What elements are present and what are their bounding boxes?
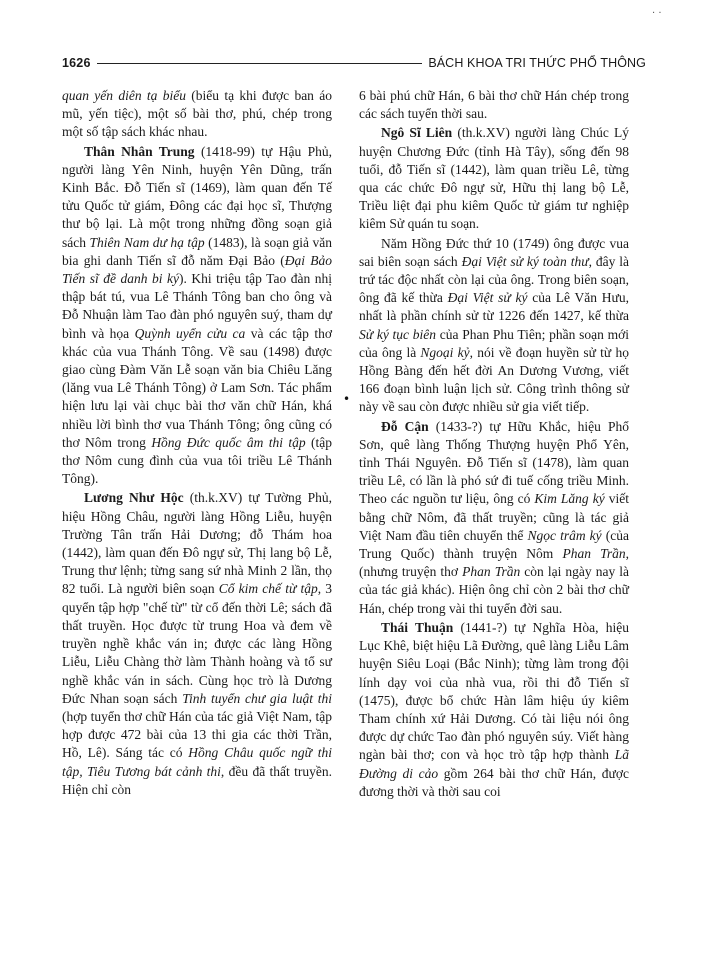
text-run: còn lại ngày nay là của tác giả khác). Hiện ông chỉ còn 2 bài thơ chữ Hán, chép trong vài thi tuyển đời sau. [359,564,629,616]
paragraph-continuation [62,87,332,142]
text-run: , (nhưng truyện thơ [359,546,629,580]
work-title: Phan Trần [562,546,626,562]
entry-name: Ngô Sĩ Liên [381,125,453,141]
work-title: Đại Bảo Tiến sĩ đề danh bi ký [62,252,332,287]
paragraph-continuation [359,87,629,123]
work-title: Đại Việt sử ký toàn thư [461,253,589,269]
work-title: Ngọc trâm ký [527,527,602,543]
work-title: Sử ký tục biên [359,326,437,342]
running-title: BÁCH KHOA TRI THỨC PHỔ THÔNG [428,56,646,70]
text-run: ). Khi triệu tập Tao đàn nhị thập bát tú, vua Lê Thánh Tông ban cho ông và Đỗ Nhuận làm Tao đàn phó nguyên suý, tham dự bình và họa [62,271,332,341]
text-run: (tập thơ Nôm cung đình của vua tôi triều Lê Thánh Tông). [62,434,332,487]
text-run: viết bằng chữ Nôm, đã thất truyền; cũng là tác giả Việt Nam đầu tiên chuyển thể [359,491,629,543]
text-run: Năm Hồng Đức thứ 10 (1749) ông được vua sai biên soạn sách [359,235,629,269]
page-number: 1626 [62,56,91,70]
entry-name: Thái Thuận [381,619,454,635]
work-title: Cổ kim chế từ tập [218,581,318,597]
entry-thai-thuan [359,619,629,801]
work-title: Hồng Đức quốc âm thi tập [151,434,306,450]
work-title: Hồng Châu quốc ngữ thi tập, Tiêu Tương bát cảnh thi [62,745,332,779]
margin-bullet: • [343,392,351,406]
text-run: (của Trung Quốc) thành truyện Nôm [359,527,630,562]
text-run: của Phan Phu Tiên; phần soạn mới của ông là [359,326,629,360]
entry-ngo-si-lien [359,124,629,233]
work-title: Lã Đường di cảo [359,747,629,781]
work-title: Kim Lăng ký [534,491,605,507]
text-run: , đều đã thất truyền. Hiện chỉ còn [62,763,333,797]
paragraph-dai-viet-su-ky [359,235,629,417]
work-title: Đại Việt sử ký [447,290,528,306]
work-title: Ngoại kỷ [420,344,470,360]
entry-luong-nhu-hoc [62,489,332,798]
text-run: , 3 quyển tập hợp "chế từ" từ cổ đến thời Lê; sách đã thất truyền. Học được từ trung Hoa và đem về truyền nghề khắc ván in; được các làng Hồng Liễu, Liễu Chàng thờ làm Thành hoàng và tổ sư nghề khắc ván in sách. Cùng học trò là Dương Đức Nhan soạn sách [62,581,332,706]
text-run: và các tập thơ khác của vua Thánh Tông. Về sau (1498) được giao cùng Đàm Văn Lễ soạn văn bia Chiêu Lăng (lăng vua Lê Thánh Tông) ở Lam Sơn. Tác phẩm hiện lưu lại vài chục bài thơ văn chữ Hán, khá nhiều lời bình thơ vua Thánh Tông; ông cũng có thơ Nôm trong [62,325,332,450]
header-rule [97,63,423,64]
work-title: quan yến diên tạ biểu [62,88,186,103]
page-header [62,55,646,71]
work-title: Phan Trần [462,564,521,580]
work-title: Thiên Nam dư hạ tập [89,234,205,250]
text-run: (biểu tạ khi được ban áo mũ, yến tiệc), một số bài thơ, phú, chép trong một số tập sách khác nhau. [62,88,332,140]
entry-name: Lương Như Hộc [84,490,184,506]
text-run: (1418-99) tự Hậu Phủ, người làng Yên Ninh, huyện Yên Dũng, trấn Kinh Bắc. Đỗ Tiến sĩ (1469), làm quan đến Tế tửu Quốc tử giám, Đông các đại học sĩ, Thượng thư bộ lại. Là một trong những đồng soạn giả sách [62,143,332,250]
text-run: (th.k.XV) tự Tường Phủ, hiệu Hồng Châu, người làng Hồng Liễu, huyện Trường Tân trấn Hải Dương; đỗ Thám hoa (1442), làm quan đến Đô ngự sử, Thị lang bộ Lễ, Trung thư lệnh; từng sang sứ nhà Minh 2 lần, thọ 82 tuổi. Là người biên soạn [62,490,332,597]
left-column [62,87,332,799]
text-run: gồm 264 bài thơ chữ Hán, được đương thời và thời sau coi [359,765,629,799]
entry-than-nhan-trung [62,143,332,489]
text-run: (hợp tuyển thơ chữ Hán của tác giả Việt Nam, tập hợp được 472 bài của 13 thi gia các thời Trần, Hồ, Lê). Sáng tác có [62,708,332,761]
text-run: , đây là trứ tác độc nhất còn lại của ông. Trong biên soạn, ông đã kế thừa [359,253,629,306]
text-run: 6 bài phú chữ Hán, 6 bài thơ chữ Hán chép trong các sách tuyển thời sau. [359,88,629,122]
entry-name: Đỗ Cận [381,418,429,434]
work-title: Tinh tuyển chư gia luật thi [182,690,332,706]
text-run: (th.k.XV) người làng Chúc Lý huyện Chương Đức (tỉnh Hà Tây), sống đến 98 tuổi, đỗ Tiến sĩ (1442), làm quan triều Lê, từng qua các chức Đô ngự sử, Hữu thị lang bộ Lễ, Triều liệt đại phu kiêm Quốc tử giám tư nghiệp kiêm Sử quán tu soạn. [359,125,629,232]
work-title: Quỳnh uyển cửu ca [134,325,246,341]
entry-name: Thân Nhân Trung [84,143,195,159]
text-run: (1433-?) tự Hữu Khắc, hiệu Phổ Sơn, quê làng Thống Thượng huyện Phổ Yên, tỉnh Thái Nguyên. Đỗ Tiến sĩ (1478), làm quan triều Lê, có lần là phó sứ đi tuế cống triều Minh. Theo các nguồn tư liệu, ông có [359,418,629,507]
text-run: (1483), là soạn giả văn bia ghi danh Tiến sĩ đỗ năm Đại Bảo ( [62,234,332,268]
text-run: , nói về đoạn huyền sử từ họ Hồng Bàng đến hết đời An Dương Vương, viết 166 đoạn bình luận lịch sử. Công trình thông sử này về sau còn được nhiều sử gia viết tiếp. [359,344,629,415]
right-column [359,87,629,801]
text-run: (1441-?) tự Nghĩa Hòa, hiệu Lục Khê, biệt hiệu Lã Đường, quê làng Liễu Lâm huyện Siêu Loại (Bắc Ninh); từng làm trong đội lính dạy voi của nhà vua, rồi thi đỗ Tiến sĩ (1475), được bổ chức Hàn lâm hiệu úy kiêm Tham chính xứ Hải Dương. Có tài liệu nói ông được dự chức Tao đàn phó nguyên súy. Viết hàng ngàn bài thơ; con và học trò tập hợp thành [359,619,629,763]
scan-mark: · · [652,8,662,19]
entry-do-can [359,418,629,618]
text-run: của Lê Văn Hưu, nhất là phần chính sử từ 1226 đến 1427, kế thừa [359,290,629,324]
